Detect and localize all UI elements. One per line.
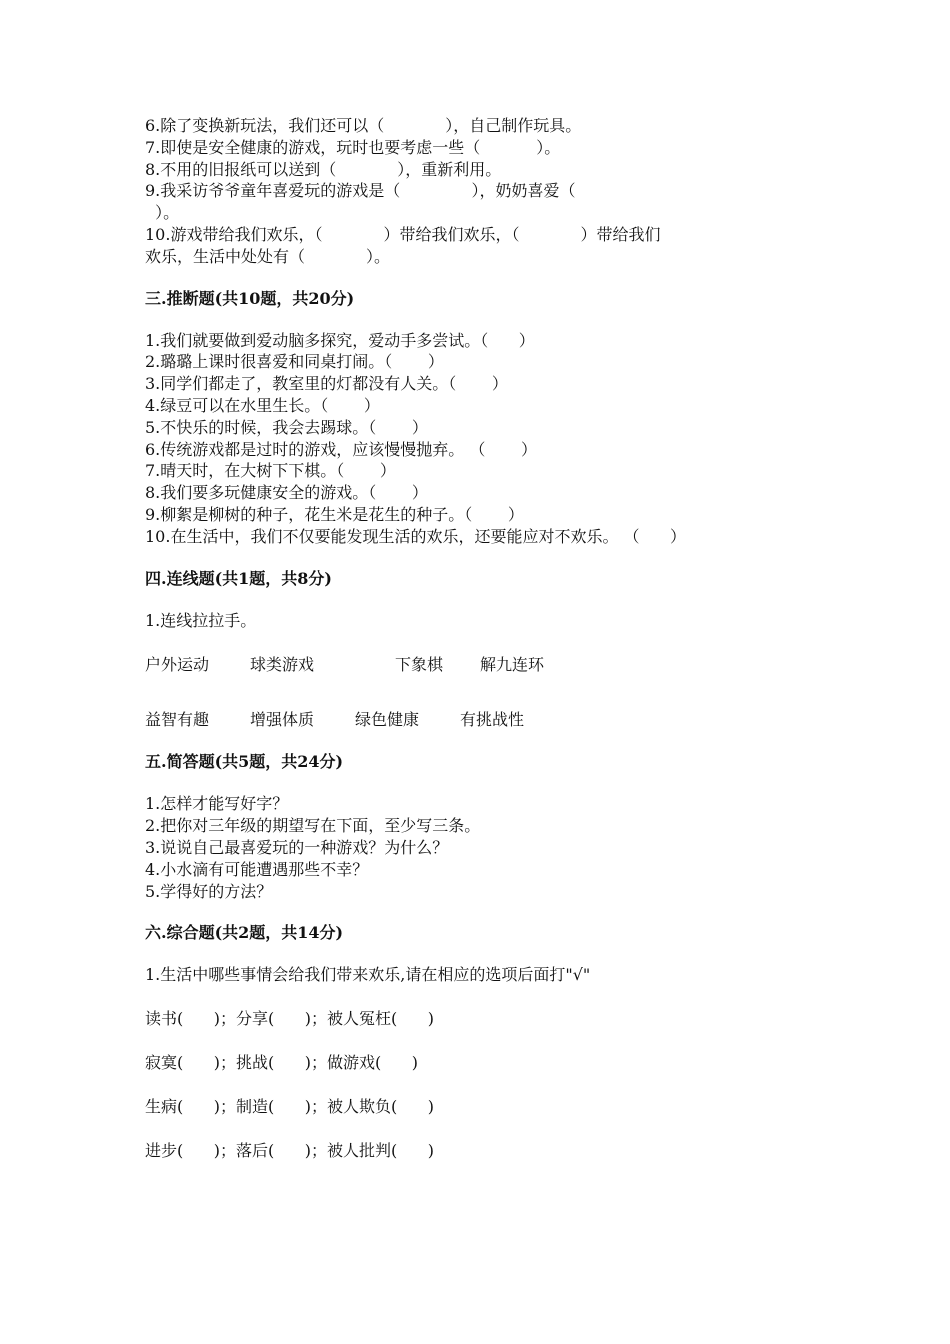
section-4-title: 四.连线题(共1题，共8分): [145, 568, 332, 588]
fill-item-9-cont: ）。: [145, 203, 180, 223]
fill-item-7: 7.即使是安全健康的游戏，玩时也要考虑一些（ ）。: [145, 137, 561, 157]
judge-item: 9.柳絮是柳树的种子，花生米是花生的种子。（ ）: [145, 504, 524, 524]
judge-item: 5.不快乐的时候，我会去踢球。（ ）: [145, 417, 428, 437]
short-answer-item: 5.学得好的方法？: [145, 881, 273, 901]
matching-top-row: [145, 654, 845, 676]
judge-item: 1.我们就要做到爱动脑多探究，爱动手多尝试。（ ）: [145, 330, 535, 350]
match-right-item[interactable]: 有挑战性: [460, 710, 525, 730]
choice-row[interactable]: 寂寞( )；挑战( )；做游戏( ): [145, 1053, 419, 1073]
matching-question: 1.连线拉拉手。: [145, 610, 257, 630]
judge-item: 8.我们要多玩健康安全的游戏。（ ）: [145, 483, 428, 503]
composite-question: 1.生活中哪些事情会给我们带来欢乐,请在相应的选项后面打"√": [145, 965, 591, 985]
fill-item-10: 10.游戏带给我们欢乐，（ ）带给我们欢乐，（ ）带给我们: [145, 224, 661, 244]
match-left-item[interactable]: 下象棋: [395, 655, 444, 675]
choice-row[interactable]: 生病( )；制造( )；被人欺负( ): [145, 1097, 435, 1117]
short-answer-item: 3.说说自己最喜爱玩的一种游戏？为什么？: [145, 837, 449, 857]
matching-bottom-row: [145, 709, 845, 731]
short-answer-item: 1.怎样才能写好字？: [145, 794, 289, 814]
choice-row[interactable]: 读书( )；分享( )；被人冤枉( ): [145, 1009, 435, 1029]
judge-item: 4.绿豆可以在水里生长。（ ）: [145, 395, 380, 415]
fill-item-6: 6.除了变换新玩法，我们还可以（ ），自己制作玩具。: [145, 116, 582, 135]
judge-item: 10.在生活中，我们不仅要能发现生活的欢乐，还要能应对不欢乐。 （ ）: [145, 526, 687, 546]
match-left-item[interactable]: 户外运动: [145, 655, 210, 675]
judge-item: 3.同学们都走了，教室里的灯都没有人关。（ ）: [145, 374, 508, 394]
short-answer-items: [145, 793, 845, 902]
section-6-title: 六.综合题(共2题，共14分): [145, 923, 344, 943]
judge-item: 6.传统游戏都是过时的游戏，应该慢慢抛弃。 （ ）: [145, 439, 537, 459]
judge-item: 7.晴天时，在大树下下棋。（ ）: [145, 461, 396, 481]
match-right-item[interactable]: 绿色健康: [355, 710, 420, 730]
section-5-title: 五.简答题(共5题，共24分): [145, 752, 344, 772]
match-left-item[interactable]: 解九连环: [480, 655, 545, 675]
worksheet-page: [145, 115, 845, 1162]
match-left-item[interactable]: 球类游戏: [250, 655, 315, 675]
fill-blank-items: [145, 115, 845, 268]
short-answer-item: 4.小水滴有可能遭遇那些不幸？: [145, 859, 369, 879]
short-answer-item: 2.把你对三年级的期望写在下面，至少写三条。: [145, 816, 481, 836]
judge-item: 2.璐璐上课时很喜爱和同桌打闹。（ ）: [145, 352, 444, 372]
fill-item-9: 9.我采访爷爷童年喜爱玩的游戏是（ ），奶奶喜爱（: [145, 181, 576, 201]
section-3-title: 三.推断题(共10题，共20分): [145, 288, 355, 308]
judge-items: [145, 330, 845, 548]
fill-item-8: 8.不用的旧报纸可以送到（ ），重新利用。: [145, 159, 502, 179]
match-right-item[interactable]: 益智有趣: [145, 710, 210, 730]
match-right-item[interactable]: 增强体质: [250, 710, 315, 730]
choice-row[interactable]: 进步( )；落后( )；被人批判( ): [145, 1141, 435, 1161]
fill-item-10-cont: 欢乐，生活中处处有（ ）。: [145, 246, 391, 266]
